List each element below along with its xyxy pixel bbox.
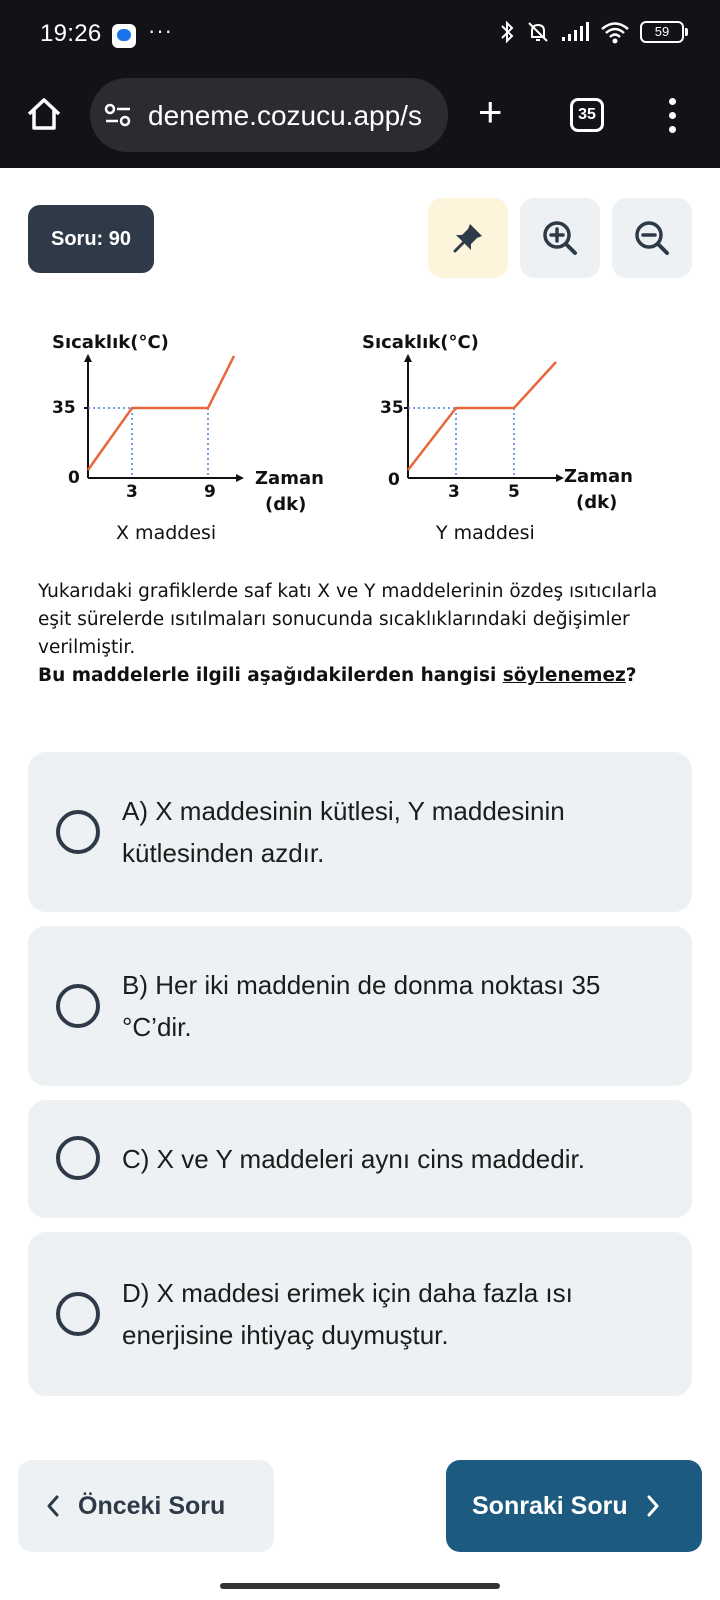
home-icon[interactable] — [24, 94, 64, 134]
chevron-right-icon — [646, 1495, 660, 1517]
option-c-radio[interactable] — [56, 1136, 100, 1180]
graph-y-origin: 0 — [388, 470, 400, 490]
next-question-button[interactable] — [446, 1460, 702, 1552]
graph-x-plot — [80, 352, 250, 484]
question-prompt-suffix: ? — [625, 665, 637, 686]
graph-y-y-arrow — [404, 354, 412, 362]
graph-y-plot — [400, 352, 570, 484]
question-prompt-keyword: söylenemez — [502, 665, 626, 686]
option-c[interactable] — [28, 1100, 692, 1218]
option-d[interactable] — [28, 1232, 692, 1396]
option-d-text: D) X maddesi erimek için daha fazla ısı enerjisine ihtiyaç duymuştur. — [122, 1278, 573, 1350]
question-prompt — [38, 665, 637, 686]
messenger-icon — [112, 24, 136, 48]
bottom-navigation — [0, 1442, 720, 1600]
question-stem-text: Yukarıdaki grafiklerde saf katı X ve Y maddelerinin özdeş ısıtıcılarla eşit sürelerde ısıtılmaları sonucunda sıcaklıklarındaki değişimler verilmiştir. — [38, 581, 658, 658]
option-b-text: B) Her iki maddenin de donma noktası 35 °C’dir. — [122, 970, 601, 1042]
mute-bell-icon — [526, 20, 550, 44]
graph-x-x-axis-unit: (dk) — [265, 494, 307, 515]
option-b[interactable] — [28, 926, 692, 1086]
graph-y-tick-1: 3 — [448, 482, 460, 502]
question-number-badge: Soru: 90 — [28, 205, 154, 273]
next-question-label: Sonraki Soru — [472, 1491, 628, 1520]
option-d-radio[interactable] — [56, 1292, 100, 1336]
wifi-icon — [600, 20, 630, 44]
graph-x-temperature-line — [88, 356, 234, 470]
zoom-in-button[interactable] — [520, 198, 600, 278]
option-c-text: C) X ve Y maddeleri aynı cins maddedir. — [122, 1144, 585, 1174]
zoom-out-button[interactable] — [612, 198, 692, 278]
site-settings-icon[interactable] — [104, 102, 132, 128]
graph-x-tick-1: 3 — [126, 482, 138, 502]
browser-menu-icon[interactable] — [664, 94, 680, 138]
pin-icon — [450, 220, 486, 256]
option-a-radio[interactable] — [56, 810, 100, 854]
address-bar[interactable] — [90, 78, 448, 152]
graph-y-x-axis-unit: (dk) — [576, 492, 618, 513]
bluetooth-icon — [498, 20, 516, 44]
new-tab-button[interactable]: + — [478, 88, 503, 135]
chevron-left-icon — [46, 1495, 60, 1517]
graph-x-caption: X maddesi — [116, 522, 217, 544]
pin-button[interactable] — [428, 198, 508, 278]
gesture-handle[interactable] — [220, 1583, 500, 1589]
previous-question-button[interactable] — [18, 1460, 274, 1552]
graph-y-y-tick: 35 — [380, 398, 404, 418]
status-time: 19:26 — [40, 20, 102, 47]
graph-y-y-axis-label: Sıcaklık(°C) — [362, 332, 479, 353]
graph-x-y-tick: 35 — [52, 398, 76, 418]
signal-icon — [560, 21, 590, 43]
graph-y-caption: Y maddesi — [436, 522, 535, 544]
more-notifications-icon: ··· — [148, 18, 173, 43]
graph-x-x-axis-label: Zaman — [255, 468, 324, 489]
option-a[interactable] — [28, 752, 692, 912]
option-b-radio[interactable] — [56, 984, 100, 1028]
tab-switcher-button[interactable]: 35 — [570, 98, 604, 132]
url-text[interactable]: deneme.cozucu.app/s — [148, 100, 422, 131]
status-bar — [0, 0, 720, 72]
graph-x-y-axis-label: Sıcaklık(°C) — [52, 332, 169, 353]
graph-x-origin: 0 — [68, 468, 80, 488]
battery-indicator: 59 — [640, 21, 684, 43]
graph-x-tick-2: 9 — [204, 482, 216, 502]
option-a-text: A) X maddesinin kütlesi, Y maddesinin kütlesinden azdır. — [122, 796, 565, 868]
zoom-out-icon — [633, 219, 671, 257]
zoom-in-icon — [541, 219, 579, 257]
browser-toolbar — [0, 72, 720, 168]
question-stem — [38, 578, 688, 690]
graph-x-y-arrow — [84, 354, 92, 362]
graph-y-x-arrow — [556, 474, 564, 482]
graph-y-x-axis-label: Zaman — [564, 466, 633, 487]
graph-x-x-arrow — [236, 474, 244, 482]
status-icons — [498, 20, 684, 44]
question-prompt-prefix: Bu maddelerle ilgili aşağıdakilerden hangisi — [38, 665, 503, 686]
graph-y-temperature-line — [408, 362, 556, 470]
graph-y-tick-2: 5 — [508, 482, 520, 502]
previous-question-label: Önceki Soru — [78, 1491, 226, 1520]
